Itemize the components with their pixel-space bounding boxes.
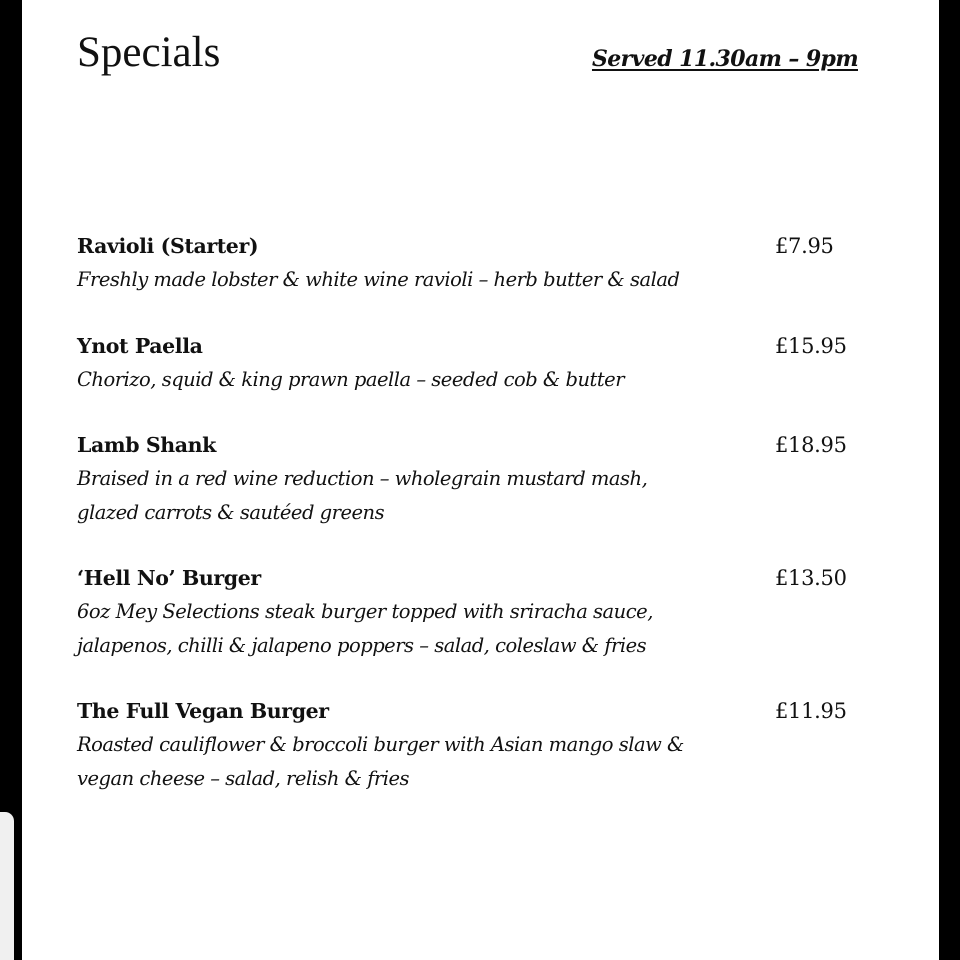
menu-item — [77, 230, 897, 297]
item-name: The Full Vegan Burger — [77, 699, 329, 723]
item-price: £13.50 — [775, 566, 847, 590]
item-description — [77, 595, 897, 662]
item-description-line: jalapenos, chilli & jalapeno poppers – salad, coleslaw & fries — [77, 633, 647, 657]
menu-item — [77, 695, 897, 795]
item-description-line: 6oz Mey Selections steak burger topped with sriracha sauce, — [77, 600, 653, 623]
item-description — [77, 363, 897, 397]
side-edge-strip — [0, 812, 14, 960]
item-price: £18.95 — [775, 433, 847, 457]
menu-page — [22, 0, 939, 960]
item-description-line: Freshly made lobster & white wine ravioli – herb butter & salad — [77, 268, 680, 291]
menu-item — [77, 429, 897, 529]
menu-title: Specials — [77, 29, 221, 76]
item-price: £7.95 — [775, 234, 834, 258]
item-name: Ynot Paella — [77, 334, 203, 358]
item-description-line: vegan cheese – salad, relish & fries — [77, 766, 410, 790]
item-description — [77, 728, 897, 795]
item-description-line: Chorizo, squid & king prawn paella – seeded cob & butter — [77, 368, 625, 391]
item-description — [77, 263, 897, 297]
item-name: Ravioli (Starter) — [77, 234, 259, 258]
item-description-line: glazed carrots & sautéed greens — [77, 500, 385, 524]
item-price: £11.95 — [775, 699, 847, 723]
item-description-line: Roasted cauliflower & broccoli burger with Asian mango slaw & — [77, 733, 684, 756]
item-name: Lamb Shank — [77, 433, 216, 457]
menu-item — [77, 330, 897, 397]
serving-hours: Served 11.30am – 9pm — [591, 46, 858, 72]
item-price: £15.95 — [775, 334, 847, 358]
menu-item — [77, 562, 897, 662]
item-description-line: Braised in a red wine reduction – wholegrain mustard mash, — [77, 467, 648, 490]
item-name: ‘Hell No’ Burger — [77, 566, 261, 590]
item-description — [77, 462, 897, 529]
